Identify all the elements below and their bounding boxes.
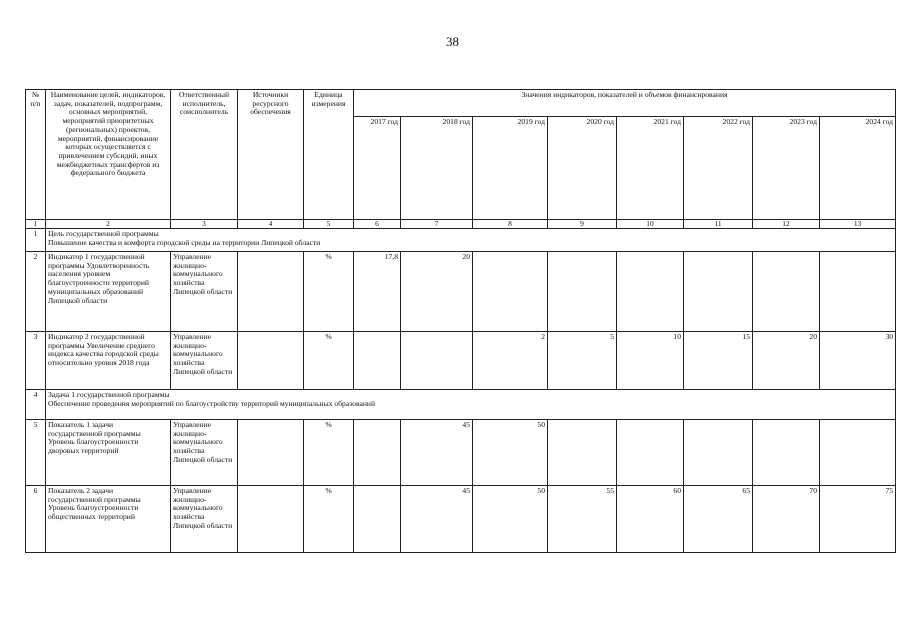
row-value bbox=[354, 332, 401, 390]
row-value: 2 bbox=[473, 332, 548, 390]
header-year: 2024 год bbox=[820, 117, 896, 220]
row-name: Показатель 1 задачи государственной программы Уровень благоустроенности дворовых территорий bbox=[46, 420, 171, 486]
row-unit: % bbox=[304, 420, 354, 486]
row-value bbox=[820, 420, 896, 486]
row-num: 2 bbox=[26, 252, 46, 332]
column-number: 2 bbox=[46, 220, 171, 229]
table-row bbox=[26, 486, 896, 553]
section-text: Повышение качества и комфорта городской среды на территории Липецкой области bbox=[48, 237, 321, 247]
row-value bbox=[548, 420, 617, 486]
row-num: 6 bbox=[26, 486, 46, 553]
row-num: 5 bbox=[26, 420, 46, 486]
header-year: 2023 год bbox=[753, 117, 820, 220]
row-value: 10 bbox=[617, 332, 684, 390]
indicators-table bbox=[25, 89, 896, 553]
header-unit: Единица измерения bbox=[304, 90, 354, 220]
section-num: 4 bbox=[26, 390, 46, 420]
row-value: 75 bbox=[820, 486, 896, 553]
section-text: Обеспечение проведения мероприятий по благоустройству территорий муниципальных образований bbox=[48, 398, 376, 408]
row-value: 45 bbox=[401, 420, 473, 486]
header-year: 2021 год bbox=[617, 117, 684, 220]
column-number: 10 bbox=[617, 220, 684, 229]
row-value: 55 bbox=[548, 486, 617, 553]
row-value: 20 bbox=[401, 252, 473, 332]
row-responsible: Управление жилищно-коммунального хозяйства Липецкой области bbox=[171, 332, 238, 390]
row-value bbox=[354, 420, 401, 486]
row-name: Показатель 2 задачи государственной программы Уровень благоустроенности общественных территорий bbox=[46, 486, 171, 553]
column-number: 13 bbox=[820, 220, 896, 229]
section-row bbox=[26, 390, 896, 420]
column-number: 9 bbox=[548, 220, 617, 229]
row-value bbox=[617, 252, 684, 332]
row-value: 30 bbox=[820, 332, 896, 390]
section-content bbox=[46, 229, 896, 252]
section-num: 1 bbox=[26, 229, 46, 252]
header-year: 2019 год bbox=[473, 117, 548, 220]
header-year: 2017 год bbox=[354, 117, 401, 220]
header-values: Значения индикаторов, показателей и объемов финансирования bbox=[354, 90, 896, 117]
header-source: Источники ресурсного обеспечения bbox=[238, 90, 304, 220]
column-number: 4 bbox=[238, 220, 304, 229]
column-number: 5 bbox=[304, 220, 354, 229]
row-source bbox=[238, 420, 304, 486]
column-number: 7 bbox=[401, 220, 473, 229]
section-row bbox=[26, 229, 896, 252]
row-name: Индикатор 2 государственной программы Увеличение среднего индекса качества городской среды относительно уровня 2018 года bbox=[46, 332, 171, 390]
column-number: 1 bbox=[26, 220, 46, 229]
header-num: № п/п bbox=[26, 90, 46, 220]
row-value: 60 bbox=[617, 486, 684, 553]
row-value bbox=[753, 420, 820, 486]
row-value: 20 bbox=[753, 332, 820, 390]
row-value bbox=[354, 486, 401, 553]
row-value bbox=[473, 252, 548, 332]
row-name: Индикатор 1 государственной программы Удовлетворенность населения уровнем благоустроенности территорий муниципальных образований Липецкой области bbox=[46, 252, 171, 332]
row-value bbox=[617, 420, 684, 486]
row-value: 50 bbox=[473, 420, 548, 486]
row-responsible: Управление жилищно-коммунального хозяйства Липецкой области bbox=[171, 486, 238, 553]
row-unit: % bbox=[304, 332, 354, 390]
column-numbers-row bbox=[26, 220, 896, 229]
row-responsible: Управление жилищно-коммунального хозяйства Липецкой области bbox=[171, 252, 238, 332]
header-year: 2018 год bbox=[401, 117, 473, 220]
row-value: 70 bbox=[753, 486, 820, 553]
row-value: 45 bbox=[401, 486, 473, 553]
row-value: 65 bbox=[684, 486, 753, 553]
page-number: 38 bbox=[446, 34, 459, 49]
section-content bbox=[46, 390, 896, 420]
row-unit: % bbox=[304, 486, 354, 553]
column-number: 6 bbox=[354, 220, 401, 229]
column-number: 8 bbox=[473, 220, 548, 229]
row-source bbox=[238, 252, 304, 332]
row-value bbox=[820, 252, 896, 332]
row-value: 5 bbox=[548, 332, 617, 390]
column-number: 12 bbox=[753, 220, 820, 229]
header-responsible: Ответственный исполнитель, соисполнитель bbox=[171, 90, 238, 220]
row-source bbox=[238, 332, 304, 390]
row-source bbox=[238, 486, 304, 553]
header-year: 2022 год bbox=[684, 117, 753, 220]
header-name: Наименование целей, индикаторов, задач, показателей, подпрограмм, основных мероприятий, мероприятий приоритетных (региональных) проектов, мероприятий, финансирование которых осуществляется с привлечением субсидий, иных межбюджетных трансфертов из федерального бюджета bbox=[46, 90, 171, 220]
column-number: 3 bbox=[171, 220, 238, 229]
column-number: 11 bbox=[684, 220, 753, 229]
row-value bbox=[684, 252, 753, 332]
header-year: 2020 год bbox=[548, 117, 617, 220]
section-title: Задача 1 государственной программы bbox=[48, 390, 170, 399]
row-value: 17,8 bbox=[354, 252, 401, 332]
row-value: 15 bbox=[684, 332, 753, 390]
section-title: Цель государственной программы bbox=[48, 229, 159, 238]
table-row bbox=[26, 252, 896, 332]
row-unit: % bbox=[304, 252, 354, 332]
row-num: 3 bbox=[26, 332, 46, 390]
table-row bbox=[26, 332, 896, 390]
table-row bbox=[26, 420, 896, 486]
row-value bbox=[548, 252, 617, 332]
row-value bbox=[753, 252, 820, 332]
row-value bbox=[401, 332, 473, 390]
row-value bbox=[684, 420, 753, 486]
row-value: 50 bbox=[473, 486, 548, 553]
row-responsible: Управление жилищно-коммунального хозяйства Липецкой области bbox=[171, 420, 238, 486]
